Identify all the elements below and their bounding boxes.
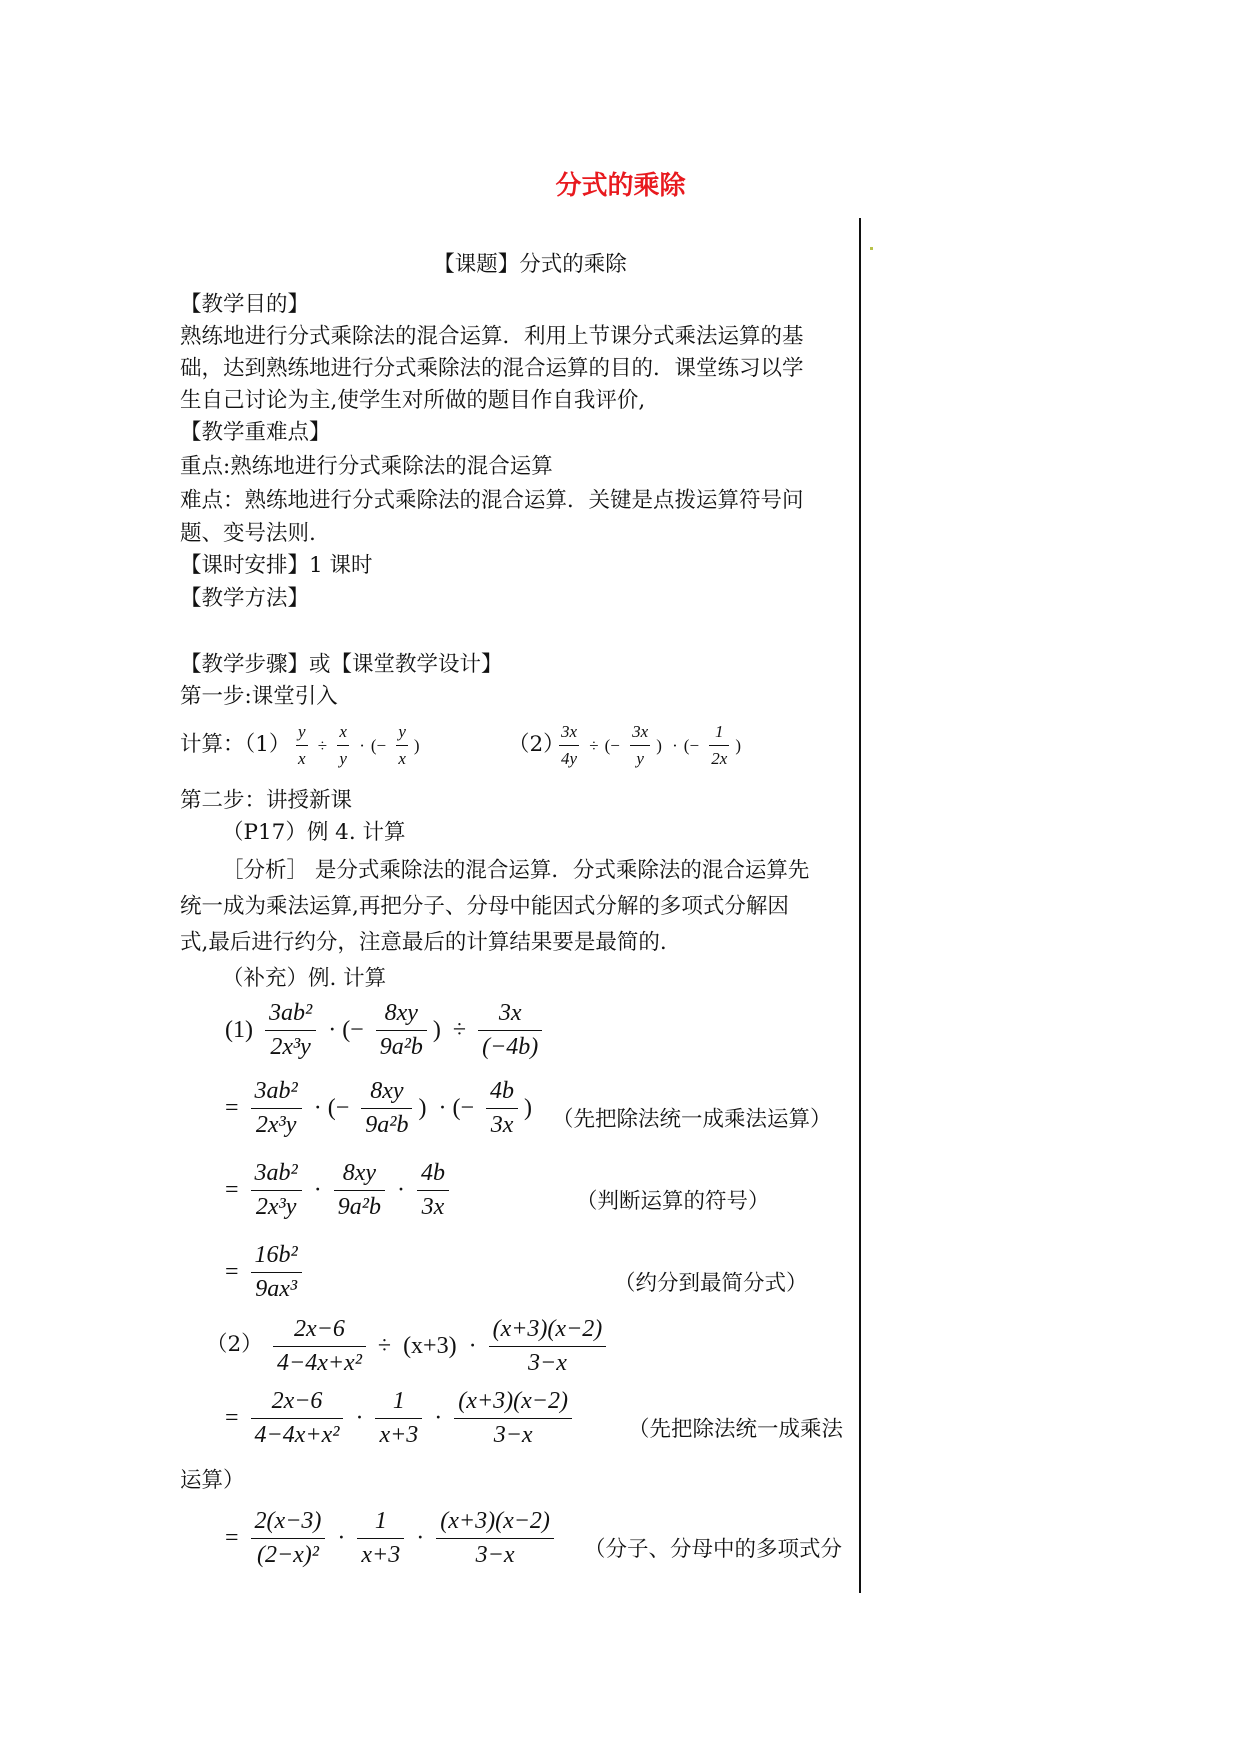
example1-expression: (1) $\frac{\text{3ab²}}{\text{2x³y}}$ · (− $\frac{8xy}{\text{9a²b}}$ ) ÷ $\frac{3x}{(-4b)}$ — [222, 1000, 545, 1061]
calc-label-2: （2） — [508, 732, 565, 757]
steps-heading: 【教学步骤】或【课堂教学设计】 — [180, 652, 503, 677]
aim-heading: 【教学目的】 — [180, 292, 310, 317]
aim-text-1: 熟练地进行分式乘除法的混合运算．利用上节课分式乘法运算的基 — [180, 324, 804, 349]
supplement-line: （补充）例. 计算 — [222, 966, 387, 991]
example2-expression: $\frac{2x-6}{\text{4−4x+x²}}$ ÷ (x+3) · $\frac{(x+3)(x-2)}{3-x}$ — [270, 1316, 609, 1377]
analysis-3: 式,最后进行约分，注意最后的计算结果要是最简的. — [180, 930, 667, 955]
example1-step1: = $\frac{\text{3ab²}}{\text{2x³y}}$ · (− $\frac{8xy}{\text{9a²b}}$ ) · (− $\frac{4b}{3x}$ ) — [225, 1078, 533, 1138]
example2-label: （2） — [206, 1332, 263, 1357]
difficult-point: 难点：熟练地进行分式乘除法的混合运算．关键是点拨运算符号问 — [180, 488, 804, 513]
vertical-rule — [859, 218, 861, 1593]
key-heading: 【教学重难点】 — [180, 420, 331, 445]
analysis-1: ［分析］ 是分式乘除法的混合运算．分式乘除法的混合运算先 — [222, 858, 810, 883]
note-simplify: （约分到最简分式） — [614, 1271, 808, 1296]
note-convert-division: （先把除法统一成乘法运算） — [552, 1107, 832, 1132]
note-sign: （判断运算的符号） — [576, 1189, 770, 1214]
note-factor: （分子、分母中的多项式分 — [584, 1537, 843, 1562]
example1-step2: = $\frac{\text{3ab²}}{\text{2x³y}}$ · $\frac{8xy}{\text{9a²b}}$ · $\frac{4b}{3x}$ — [222, 1160, 452, 1221]
method-heading: 【教学方法】 — [180, 586, 310, 611]
difficult-point-cont: 题、变号法则. — [180, 521, 316, 546]
example1-result: = $\frac{\text{16b²}}{\text{9ax³}}$ — [222, 1242, 305, 1303]
example2-step2: = $\frac{2(x-3)}{\text{(2−x)²}}$ · $\frac{1}{x+3}$ · $\frac{(x+3)(x-2)}{3-x}$ — [222, 1508, 557, 1569]
note-convert-division-2-cont: 运算） — [180, 1468, 245, 1493]
note-convert-division-2: （先把除法统一成乘法 — [628, 1417, 844, 1442]
intro-expression-2: $\frac{3x}{4y}$ ÷ (− $\frac{3x}{y}$ ) · (− $\frac{1}{2x}$ ) — [561, 722, 741, 768]
page-title: 分式的乘除 — [555, 171, 686, 201]
topic-line: 【课题】分式的乘除 — [433, 252, 627, 277]
calc-label: 计算：（1） — [180, 732, 291, 757]
example-line: （P17）例 4. 计算 — [222, 820, 406, 845]
intro-expression-1: $\frac{y}{x}$ ÷ $\frac{x}{y}$ · (− $\frac{y}{x}$ ) — [298, 722, 420, 768]
hours-line: 【课时安排】1 课时 — [180, 553, 373, 578]
step-two: 第二步：讲授新课 — [180, 788, 353, 813]
aim-text-2: 础，达到熟练地进行分式乘除法的混合运算的目的．课堂练习以学 — [180, 356, 804, 381]
key-point: 重点:熟练地进行分式乘除法的混合运算 — [180, 454, 553, 479]
aim-text-3: 生自己讨论为主,使学生对所做的题目作自我评价, — [180, 388, 646, 413]
step-one: 第一步:课堂引入 — [180, 684, 338, 709]
example2-step1: = $\frac{2x-6}{\text{4−4x+x²}}$ · $\frac{1}{x+3}$ · $\frac{(x+3)(x-2)}{3-x}$ — [222, 1388, 575, 1449]
analysis-2: 统一成为乘法运算,再把分子、分母中能因式分解的多项式分解因 — [180, 894, 789, 919]
